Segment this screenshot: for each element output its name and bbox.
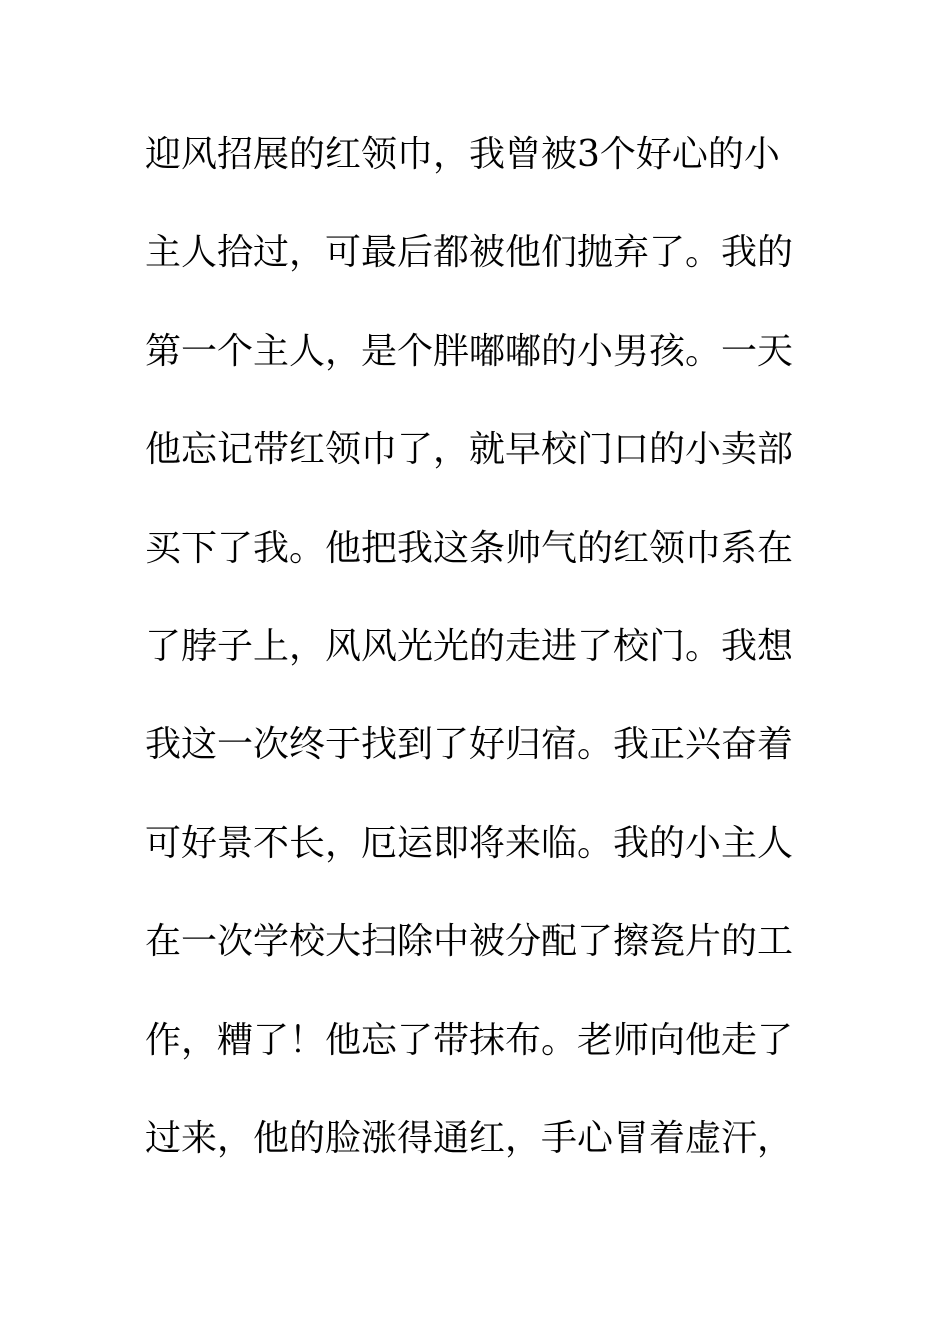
text-line-1: 迎风招展的红领巾，我曾被3个好心的小 — [145, 134, 780, 175]
text-line-5: 买下了我。他把我这条帅气的红领巾系在 — [145, 527, 794, 569]
body-text — [145, 127, 825, 1209]
text-line-10: 作，糟了！他忘了带抹布。老师向他走了 — [145, 1019, 794, 1061]
text-line-4: 他忘记带红领巾了，就早校门口的小卖部 — [145, 429, 794, 471]
text-line-7: 我这一次终于找到了好归宿。我正兴奋着 — [145, 724, 794, 766]
text-line-8: 可好景不长，厄运即将来临。我的小主人 — [145, 822, 794, 864]
text-line-3: 第一个主人，是个胖嘟嘟的小男孩。一天 — [145, 330, 794, 372]
text-line-11: 过来，他的脸涨得通红，手心冒着虚汗， — [145, 1117, 794, 1159]
text-line-2: 主人拾过，可最后都被他们抛弃了。我的 — [145, 232, 794, 274]
text-line-9: 在一次学校大扫除中被分配了擦瓷片的工 — [145, 921, 794, 963]
text-line-6: 了脖子上，风风光光的走进了校门。我想 — [145, 625, 794, 667]
